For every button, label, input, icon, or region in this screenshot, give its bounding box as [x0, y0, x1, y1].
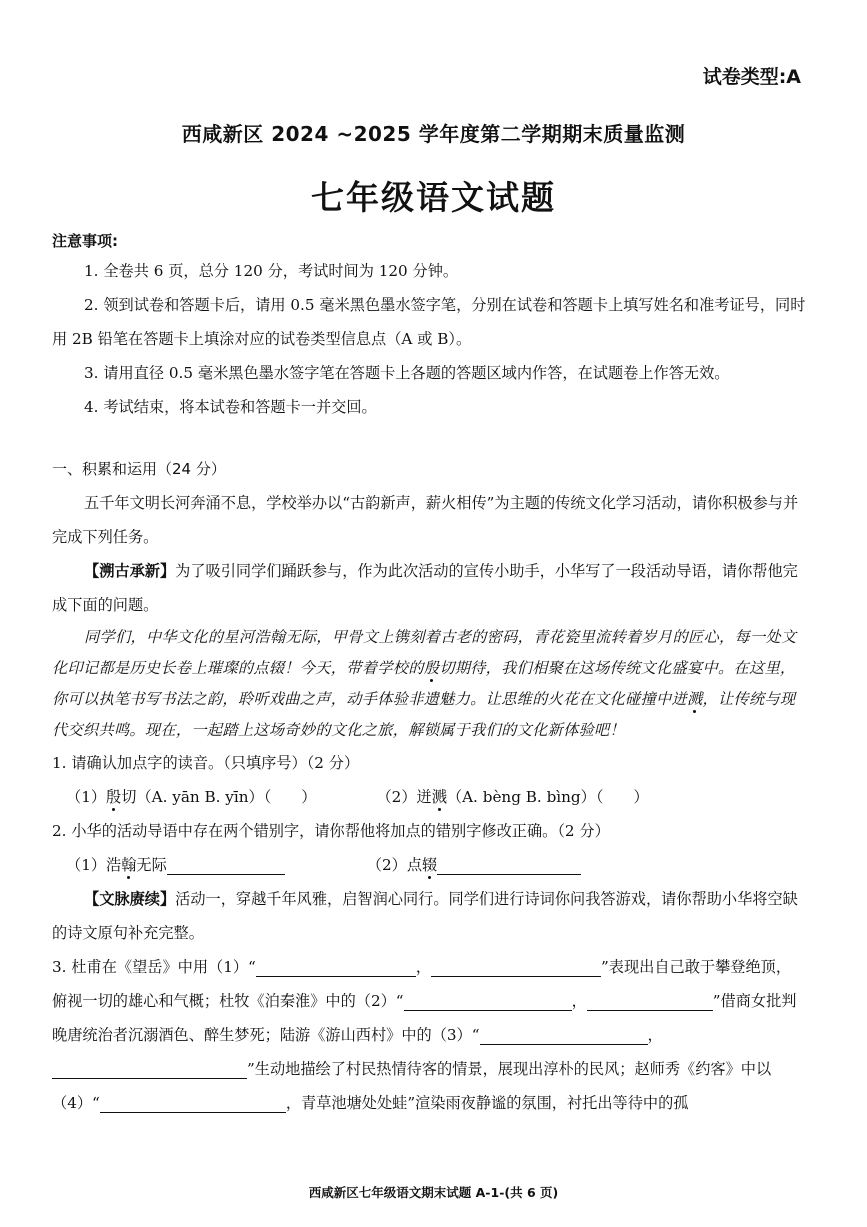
q1-b-close: ） — [633, 788, 649, 806]
q1-b-dotted-char: 溅 — [431, 788, 447, 806]
q1-a-dotted-char: 殷 — [106, 788, 122, 806]
paper-type-label: 试卷类型:A — [702, 66, 801, 88]
activity-guide-passage — [52, 622, 806, 746]
question-3 — [52, 950, 806, 1120]
guide-text-1: 同学们，中华文化的星河浩翰无际，甲骨文上镌刻着古老的密码，青花瓷里流转着岁月的匠心，每一处文化印记都是历史长卷上璀璨的点辍！今天，带着学校的 — [52, 628, 797, 677]
task-2-tag: 【文脉赓续】 — [84, 890, 176, 908]
q3-blank-1b[interactable] — [431, 957, 601, 977]
dotted-char-yin: 殷 — [423, 659, 440, 677]
q2-b-answer-line[interactable] — [437, 855, 581, 875]
q3-blank-3a[interactable] — [480, 1025, 648, 1045]
q2-a-label: （1）浩 — [66, 856, 122, 874]
guide-text-2: 切期待，我们相聚在这场传统文化盛宴中。在这里，你可以执笔书写书法之韵，聆听戏曲之声，动手体验非遗魅力。让思维的火花在文化碰撞中迸 — [52, 659, 796, 708]
task-1-text: 为了吸引同学们踊跃参与，作为此次活动的宣传小助手，小华写了一段活动导语，请你帮他完成下面的问题。 — [52, 562, 798, 614]
task-1-tag: 【溯古承新】 — [84, 562, 176, 580]
note-item: 4. 考试结束，将本试卷和答题卡一并交回。 — [84, 398, 377, 416]
notes-heading: 注意事项: — [52, 232, 118, 250]
subject-title: 七年级语文试题 — [311, 178, 556, 217]
q3-text-4: ”生动地描绘了村民热情待客的情景，展现出淳朴的民风；赵师秀《约客》中以（4）“ — [52, 1060, 772, 1112]
notes-list — [52, 254, 806, 424]
q3-blank-2a[interactable] — [404, 991, 572, 1011]
exam-title: 西咸新区 2024 ~2025 学年度第二学期期末质量监测 — [181, 122, 686, 146]
q3-blank-4a[interactable] — [100, 1093, 286, 1113]
q2-b-dotted-char: 辍 — [422, 856, 438, 874]
q1-a-options: 切（A. yān B. yīn）（ — [121, 788, 272, 806]
question-1-stem: 1. 请确认加点字的读音。（只填序号）（2 分） — [52, 754, 360, 772]
q1-b-label: （2）迸 — [376, 788, 432, 806]
task-1-paragraph — [52, 554, 806, 622]
q2-b-label: （2）点 — [366, 856, 423, 874]
section-intro: 五千年文明长河奔涌不息，学校举办以“古韵新声，薪火相传”为主题的传统文化学习活动，请你积极参与并完成下列任务。 — [52, 494, 799, 546]
q3-comma: ， — [571, 992, 587, 1010]
q3-comma: ， — [647, 1026, 663, 1044]
note-item: 1. 全卷共 6 页，总分 120 分，考试时间为 120 分钟。 — [84, 262, 459, 280]
question-2-items — [52, 848, 806, 882]
page-footer: 西咸新区七年级语文期末试题 A-1-(共 6 页) — [308, 1185, 559, 1200]
q1-a-close: ） — [301, 788, 317, 806]
q1-b-options: （A. bèng B. bìng）（ — [446, 788, 604, 806]
dotted-char-jian: 溅 — [687, 690, 703, 708]
note-item: 3. 请用直径 0.5 毫米黑色墨水签字笔在答题卡上各题的答题区域内作答，在试题卷上作答无效。 — [84, 364, 730, 382]
task-2-text: 活动一，穿越千年风雅，启智润心同行。同学们进行诗词你问我答游戏，请你帮助小华将空缺的诗文原句补充完整。 — [52, 890, 798, 942]
note-item: 2. 领到试卷和答题卡后，请用 0.5 毫米黑色墨水签字笔，分别在试卷和答题卡上填写姓名和准考证号，同时用 2B 铅笔在答题卡上填涂对应的试卷类型信息点（A 或 B）。 — [52, 296, 806, 348]
section-accumulation — [52, 452, 806, 1120]
q3-blank-3b[interactable] — [52, 1059, 247, 1079]
q1-a-label: （1） — [66, 788, 107, 806]
question-2-stem: 2. 小华的活动导语中存在两个错别字，请你帮他将加点的错别字修改正确。（2 分） — [52, 822, 610, 840]
q3-text-3: ”借商女批判晚唐统治者沉溺酒色、醉生梦死；陆游《游山西村》中的（3）“ — [52, 992, 797, 1044]
q3-comma: ， — [415, 958, 431, 976]
task-2-paragraph — [52, 882, 806, 950]
guide-text-3: ，让传统与现代交织共鸣。现在，一起踏上这场奇妙的文化之旅，解锁属于我们的文化新体验吧！ — [52, 690, 796, 739]
q2-a-dotted-char: 翰 — [121, 856, 137, 874]
question-1-options — [52, 780, 806, 814]
q3-text-5: ，青草池塘处处蛙”渲染雨夜静谧的氛围，衬托出等待中的孤 — [285, 1094, 689, 1112]
section-heading: 一、积累和运用（24 分） — [52, 460, 226, 478]
q3-text-1: 3. 杜甫在《望岳》中用（1）“ — [52, 958, 256, 976]
q3-text-2: ”表现出自己敢于攀登绝顶，俯视一切的雄心和气概；杜牧《泊秦淮》中的（2）“ — [52, 958, 792, 1010]
q3-blank-2b[interactable] — [587, 991, 713, 1011]
q2-a-answer-line[interactable] — [167, 855, 285, 875]
q2-a-rest: 无际 — [136, 856, 167, 874]
q3-blank-1a[interactable] — [256, 957, 416, 977]
